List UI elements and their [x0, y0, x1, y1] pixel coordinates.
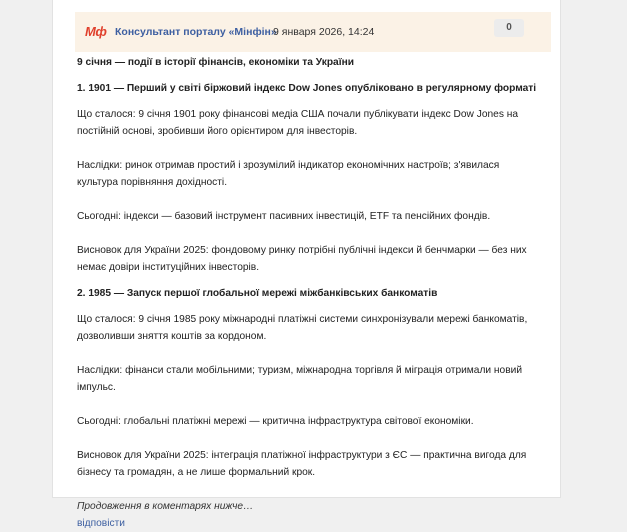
left-rail [0, 0, 52, 512]
section-heading-2: 2. 1985 — Запуск першої глобальної мережі міжбанківських банкоматів [77, 288, 438, 299]
continuation-note: Продовження в коментарях нижче… [77, 501, 254, 512]
paragraph: Наслідки: фінанси стали мобільними; туризм, міжнародна торгівля й міграція отримали новий імпульс. [77, 365, 523, 393]
comment-body [77, 54, 543, 532]
paragraph: Висновок для України 2025: інтеграція платіжної інфраструктури з ЄС — практична вигода для бізнесу та громадян, а не лише формальний крок. [77, 450, 527, 478]
minfin-logo: Мф [85, 24, 107, 39]
paragraph: Наслідки: ринок отримав простий і зрозумілий індикатор економічних настроїв; з'явилася культура порівняння дохідності. [77, 160, 500, 188]
comment-title: 9 січня — події в історії фінансів, економіки та України [77, 57, 354, 68]
paragraph: Що сталося: 9 січня 1985 року міжнародні платіжні системи синхронізували мережі банкоматів, дозволивши зняття коштів за кордоном. [77, 314, 528, 342]
section-heading-1: 1. 1901 — Перший у світі біржовий індекс Dow Jones опубліковано в регулярному форматі [77, 83, 537, 94]
paragraph: Що сталося: 9 січня 1901 року фінансові медіа США почали публікувати індекс Dow Jones на постійній основі, зробивши його орієнтиром для інвесторів. [77, 109, 519, 137]
paragraph: Сьогодні: індекси — базовий інструмент пасивних інвестицій, ETF та пенсійних фондів. [77, 211, 491, 222]
vote-counter[interactable]: 0 [494, 19, 524, 37]
comment-header [75, 12, 551, 52]
comment-card [52, 0, 561, 529]
author-link[interactable]: Консультант порталу «Мінфін» [115, 26, 277, 38]
comment-date: 9 января 2026, 14:24 [273, 26, 375, 38]
paragraph: Сьогодні: глобальні платіжні мережі — критична інфраструктура світової економіки. [77, 416, 474, 427]
paragraph: Висновок для України 2025: фондовому ринку потрібні публічні індекси й бенчмарки — без них немає довіри інституційних інвесторів. [77, 245, 527, 273]
reply-link[interactable]: відповісти [77, 518, 125, 529]
